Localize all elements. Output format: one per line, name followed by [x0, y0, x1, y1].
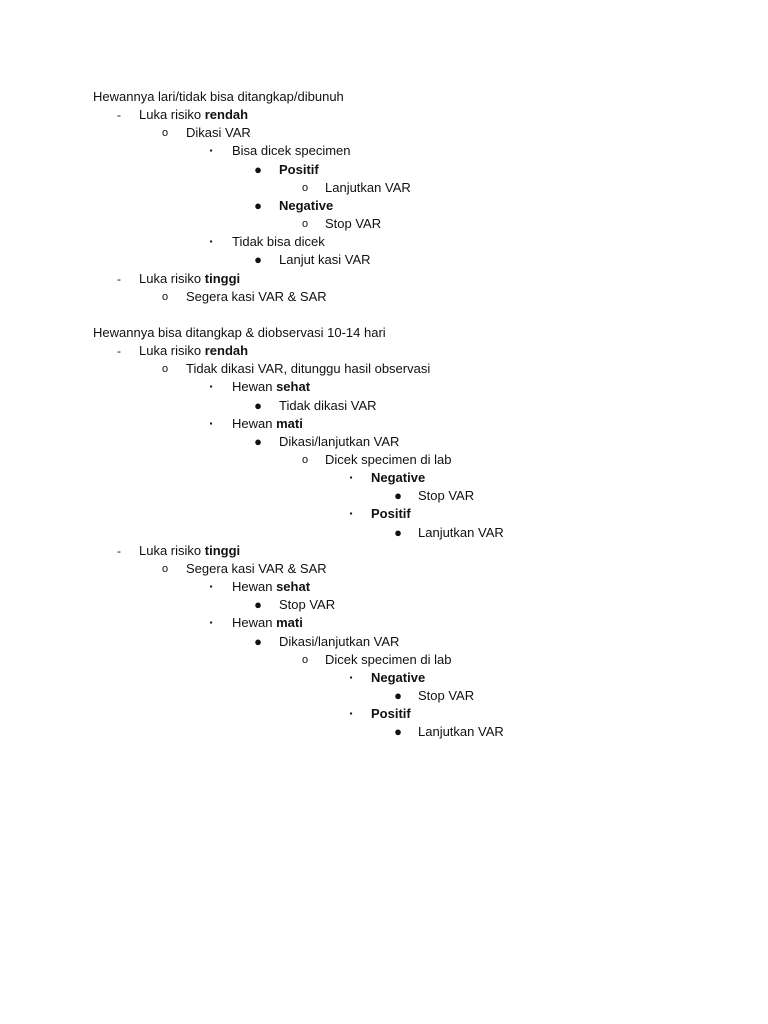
item-text: [371, 469, 425, 487]
outline-item: [0, 705, 768, 723]
outline-item: [0, 687, 768, 705]
item-text: [232, 614, 303, 632]
text-run: Stop VAR: [418, 488, 475, 504]
bullet-marker: ▪: [209, 418, 213, 428]
item-text: [325, 179, 411, 197]
text-run: Stop VAR: [418, 687, 475, 703]
outline-item: [0, 542, 768, 560]
bold-text: tinggi: [204, 270, 241, 286]
item-text: [186, 360, 430, 378]
text-run: Luka risiko: [139, 542, 205, 558]
text-run: Tidak bisa dicek: [232, 234, 325, 250]
item-text: [279, 433, 399, 451]
bold-text: rendah: [204, 343, 249, 359]
bullet-marker: ●: [394, 724, 402, 740]
bullet-marker: ▪: [209, 582, 213, 591]
outline-item: [0, 215, 768, 233]
text-run: Segera kasi VAR & SAR: [186, 288, 327, 304]
outline-item: [0, 651, 768, 669]
text-run: Stop VAR: [279, 597, 336, 613]
bullet-marker: ●: [394, 524, 402, 540]
outline-item: [0, 669, 768, 687]
blank-line: [0, 306, 768, 324]
text-run: Stop VAR: [325, 216, 382, 231]
bold-text: Positif: [279, 161, 319, 177]
bold-text: Positif: [371, 506, 411, 522]
text-run: Luka risiko: [139, 107, 205, 123]
bullet-marker: ●: [254, 161, 262, 177]
item-text: [279, 251, 371, 269]
item-text: [139, 106, 248, 124]
bold-text: rendah: [204, 107, 249, 123]
bullet-marker: ●: [254, 252, 262, 268]
text-run: Tidak dikasi VAR: [279, 397, 377, 413]
item-text: [418, 723, 504, 741]
item-text: [418, 487, 474, 505]
outline-item: [0, 251, 768, 269]
item-text: [418, 524, 504, 542]
item-text: [139, 270, 240, 288]
bullet-marker: ▪: [209, 146, 213, 156]
outline-item: [0, 378, 768, 396]
text-run: Luka risiko: [139, 343, 205, 359]
bullet-marker: -: [117, 108, 121, 123]
bullet-marker: ▪: [209, 382, 213, 392]
outline-item: [0, 161, 768, 179]
item-text: [139, 342, 248, 360]
outline-item: [0, 560, 768, 578]
outline-item: [0, 415, 768, 433]
text-run: Hewannya lari/tidak bisa ditangkap/dibunuh: [93, 89, 344, 104]
outline-item: [0, 106, 768, 124]
text-run: Hewannya bisa ditangkap & diobservasi 10-14 hari: [93, 324, 386, 340]
bullet-marker: ▪: [209, 237, 213, 247]
item-text: [325, 651, 451, 669]
bullet-marker: ●: [254, 433, 262, 449]
item-text: [325, 451, 451, 469]
item-text: [186, 560, 327, 578]
outline-item: [0, 270, 768, 288]
bullet-marker: -: [117, 271, 121, 286]
outline-item: [0, 397, 768, 415]
bullet-marker: o: [161, 127, 169, 140]
outline-item: [0, 233, 768, 251]
text-run: Tidak dikasi VAR, ditunggu hasil observasi: [186, 361, 431, 377]
item-text: [279, 197, 333, 215]
outline-item: [0, 288, 768, 306]
text-run: Hewan: [232, 415, 277, 431]
bullet-marker: -: [117, 543, 121, 558]
text-run: Hewan: [232, 615, 277, 631]
outline-item: [0, 197, 768, 215]
bullet-marker: ▪: [349, 473, 353, 483]
item-text: [279, 633, 399, 651]
bold-text: Negative: [371, 470, 426, 486]
text-run: Lanjutkan VAR: [418, 524, 504, 540]
item-text: [325, 215, 381, 233]
bold-text: sehat: [276, 379, 311, 395]
outline-item: [0, 578, 768, 596]
outline-item: [0, 142, 768, 160]
text-run: Lanjutkan VAR: [418, 724, 504, 740]
text-run: Hewan: [232, 579, 277, 594]
bullet-marker: ●: [254, 197, 262, 213]
bold-text: mati: [276, 415, 303, 431]
bold-text: sehat: [276, 579, 311, 594]
bullet-marker: ●: [394, 488, 402, 504]
bullet-marker: o: [301, 218, 309, 230]
outline-item: [0, 451, 768, 469]
item-text: [371, 669, 425, 687]
item-text: [371, 705, 411, 723]
text-run: Hewan: [232, 379, 277, 395]
outline-item: [0, 614, 768, 632]
bold-text: tinggi: [204, 542, 241, 558]
bullet-marker: o: [301, 181, 309, 194]
item-text: [93, 88, 344, 106]
bullet-marker: ●: [254, 397, 262, 413]
outline-item: [0, 360, 768, 378]
bullet-marker: ▪: [349, 672, 353, 682]
bullet-marker: ▪: [209, 618, 213, 628]
bullet-marker: ●: [394, 687, 402, 703]
outline-item: [0, 633, 768, 651]
item-text: [279, 161, 319, 179]
item-text: [232, 378, 310, 396]
bold-text: Positif: [371, 706, 411, 722]
bold-text: Negative: [279, 197, 334, 213]
item-text: [232, 142, 351, 160]
text-run: Lanjutkan VAR: [325, 179, 411, 195]
item-text: [186, 288, 327, 306]
bullet-marker: ●: [254, 597, 262, 613]
outline-item: [0, 524, 768, 542]
item-text: [279, 596, 335, 614]
bullet-marker: ▪: [349, 709, 353, 719]
outline-item: [0, 469, 768, 487]
outline-item: [0, 487, 768, 505]
bullet-marker: ●: [254, 633, 262, 649]
bullet-marker: o: [161, 562, 169, 575]
text-run: Dikasi/lanjutkan VAR: [279, 433, 400, 449]
bullet-marker: -: [117, 344, 121, 359]
outline-item: [0, 179, 768, 197]
bold-text: Negative: [371, 669, 426, 685]
bullet-marker: ▪: [349, 509, 353, 519]
item-text: [232, 578, 310, 596]
item-text: [232, 233, 325, 251]
outline-item: [0, 723, 768, 741]
outline-item: [0, 596, 768, 614]
text-run: Lanjut kasi VAR: [279, 252, 371, 268]
bold-text: mati: [276, 615, 303, 631]
text-run: Dikasi/lanjutkan VAR: [279, 633, 400, 649]
text-run: Dikasi VAR: [186, 125, 251, 141]
text-run: Segera kasi VAR & SAR: [186, 560, 327, 576]
bullet-marker: o: [301, 454, 309, 466]
item-text: [418, 687, 474, 705]
item-text: [232, 415, 303, 433]
bullet-marker: o: [301, 653, 309, 666]
section-heading: [0, 324, 768, 342]
section-heading: [0, 88, 768, 106]
outline-item: [0, 505, 768, 523]
outline-item: [0, 124, 768, 142]
text-run: Dicek specimen di lab: [325, 651, 452, 667]
item-text: [186, 124, 251, 142]
item-text: [279, 397, 377, 415]
item-text: [139, 542, 240, 560]
text-run: Dicek specimen di lab: [325, 452, 452, 467]
text-run: Bisa dicek specimen: [232, 143, 351, 159]
bullet-marker: o: [161, 363, 169, 376]
text-run: Luka risiko: [139, 270, 205, 286]
item-text: [371, 505, 411, 523]
bullet-marker: o: [161, 290, 169, 303]
outline-item: [0, 433, 768, 451]
outline-item: [0, 342, 768, 360]
item-text: [93, 324, 386, 342]
